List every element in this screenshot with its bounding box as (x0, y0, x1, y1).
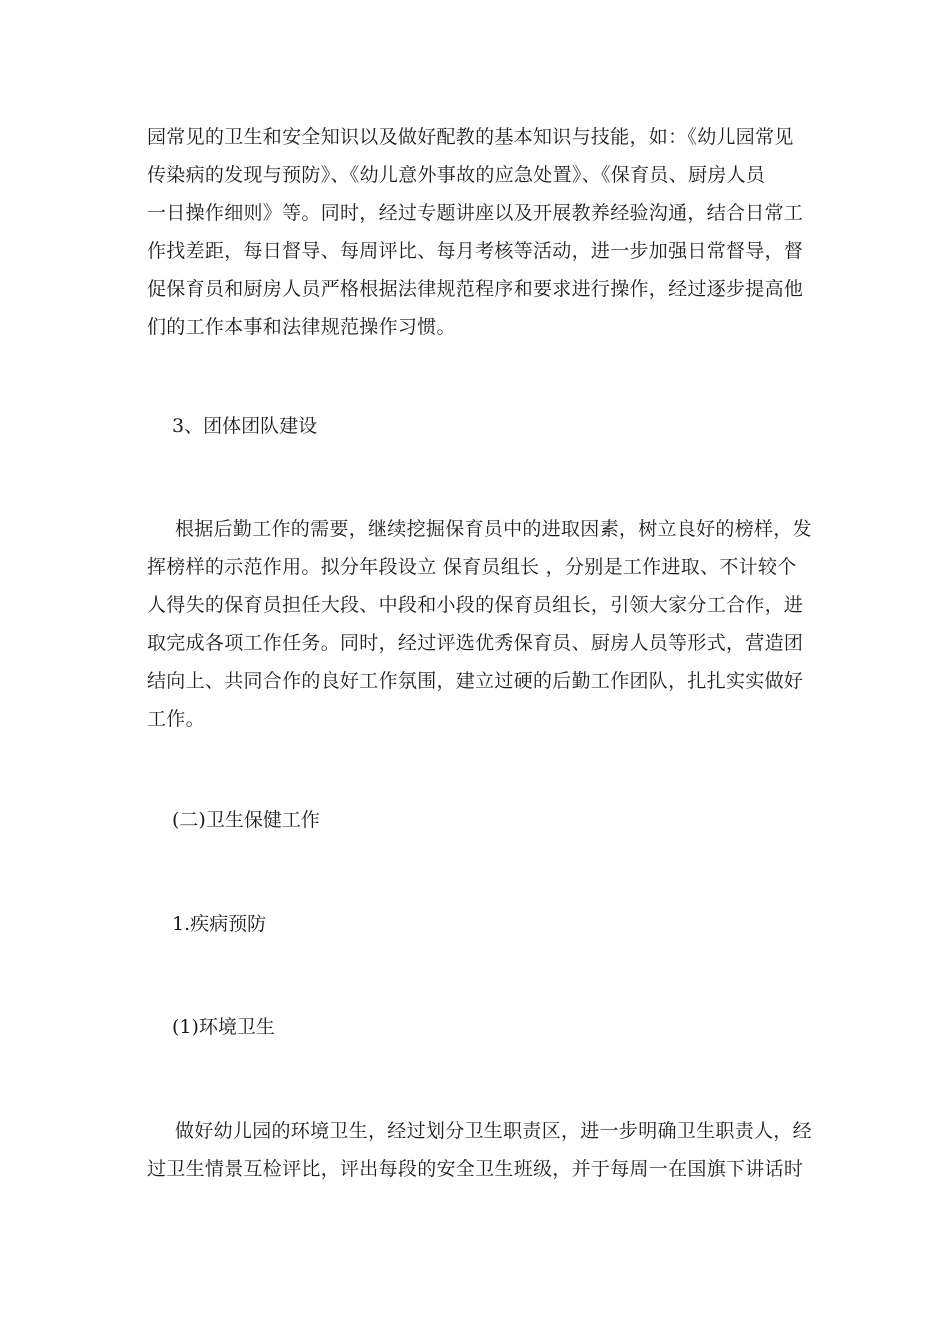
subsection-heading-environment-hygiene: (1)环境卫生 (172, 1016, 275, 1038)
paragraph-line: 过卫生情景互检评比，评出每段的安全卫生班级，并于每周一在国旗下讲话时 (147, 1158, 804, 1180)
paragraph-hygiene-training (147, 118, 807, 346)
paragraph-line: 园常见的卫生和安全知识以及做好配教的基本知识与技能，如：《幼儿园常见 (147, 126, 794, 148)
paragraph-line: 工作。 (147, 708, 205, 730)
paragraph-line: 根据后勤工作的需要，继续挖掘保育员中的进取因素，树立良好的榜样，发 (175, 518, 812, 540)
paragraph-line: 促保育员和厨房人员严格根据法律规范程序和要求进行操作，经过逐步提高他 (147, 278, 804, 300)
section-heading-health-care: (二)卫生保健工作 (172, 809, 320, 831)
paragraph-line: 挥榜样的示范作用。拟分年段设立 保育员组长 ，分别是工作进取、不计较个 (147, 556, 797, 578)
paragraph-line: 做好幼儿园的环境卫生，经过划分卫生职责区，进一步明确卫生职责人，经 (175, 1120, 812, 1142)
paragraph-line: 们的工作本事和法律规范操作习惯。 (147, 316, 456, 338)
paragraph-line: 一日操作细则》等。同时，经过专题讲座以及开展教养经验沟通，结合日常工 (147, 202, 804, 224)
paragraph-line: 人得失的保育员担任大段、中段和小段的保育员组长，引领大家分工合作，进 (147, 594, 804, 616)
paragraph-line: 取完成各项工作任务。同时，经过评选优秀保育员、厨房人员等形式，营造团 (147, 632, 804, 654)
paragraph-line: 作找差距，每日督导、每周评比、每月考核等活动，进一步加强日常督导，督 (147, 240, 804, 262)
paragraph-line: 传染病的发现与预防》、《幼儿意外事故的应急处置》、《保育员、厨房人员 (147, 164, 766, 186)
paragraph-line: 结向上、共同合作的良好工作氛围，建立过硬的后勤工作团队，扎扎实实做好 (147, 670, 804, 692)
paragraph-environment-hygiene (147, 1112, 812, 1188)
paragraph-team-building (147, 510, 812, 738)
subsection-heading-disease-prevention: 1.疾病预防 (172, 913, 267, 935)
section-heading-team-building: 3、团体团队建设 (172, 415, 318, 437)
